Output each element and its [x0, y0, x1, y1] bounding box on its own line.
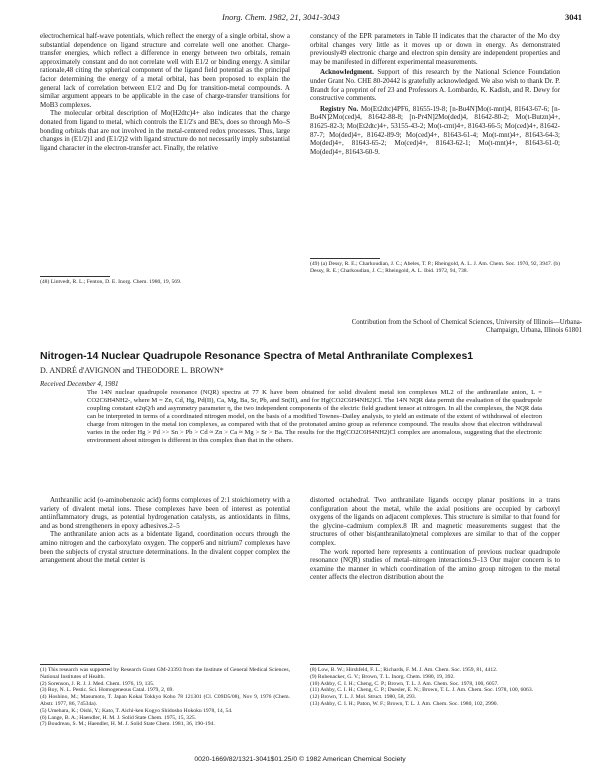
footnote-rule	[40, 664, 110, 665]
footnote: (7) Boudreau, S. M.; Haendler, H. M. J. Solid State Chem. 1981, 36, 190-194.	[40, 721, 215, 728]
paragraph: constancy of the EPR parameters in Table II indicates that the character of the Mo dxy orbital changes very little as it moves up or down in energy. As demonstrated previously49 electronic charge and electron spin density are independent properties and may be manifested in different experimental measurements.	[310, 32, 560, 66]
footnote-rule	[310, 258, 380, 259]
registry	[310, 105, 560, 157]
article-title: Nitrogen-14 Nuclear Quadrupole Resonance Spectra of Metal Anthranilate Complexes1	[40, 350, 474, 362]
registry-text: Mo(Et2dtc)4PF6, 81655-19-8; [n-Bu4N]Mo(t-mnt)4, 81643-67-6; [n-Bu4N]2Mo(ced)4, 81642-88-8; [n-Pr4N]2Mo(ded)4, 81642-80-2; Mo(t-Butzn)4+, 81625-82-3; Mo(Et2dtc)4+, 53155-43-2; Mo(t-cmt)4+, 81643-66-5; Mo(ced)4+, 81642-87-7; Mo(ded)4+, 81642-89-9; Mo(ced)4+, 81643-61-4; Mo(t-mnt)4+, 81643-64-3; Mo(ded)4+, 81643-65-2; Mo(ced)4+, 81643-62-1; Mo(t-mnt)4+, 81643-61-0; Mo(ded)4+, 81643-60-9.	[310, 104, 561, 156]
left-top-column	[40, 32, 290, 152]
right-top-footnotes	[310, 261, 560, 275]
footnote: (2) Sorenson, J. R. J. J. Med. Chem. 1976, 19, 135.	[40, 680, 155, 687]
footnote: (3) Roy, N. L. Pestic. Sci. Homogeneous Catal. 1979, 2, 69.	[40, 687, 174, 694]
right-bottom-column	[310, 496, 560, 582]
page-footer: 0020-1669/82/1321-3041$01.25/0 © 1982 American Chemical Society	[194, 756, 406, 763]
right-top-column	[310, 32, 560, 156]
registry-label: Registry No.	[320, 104, 359, 113]
left-top-footnotes	[40, 279, 290, 286]
footnote: (48) Lintvedt, R. L.; Fenton, D. E. Inorg. Chem. 1980, 19, 569.	[40, 279, 182, 285]
paragraph: Anthranilic acid (o-aminobenzoic acid) forms complexes of 2:1 stoichiometry with a variety of divalent metal ions. These complexes have been of interest as potential antiinflammatory drugs, as potential hydrogenation catalysts, as antioxidants in films, and as bond strengtheners in epoxy adhesives.2–5	[40, 496, 290, 530]
footnote: (10) Ashby, C. I. H.; Cheng, C. P.; Brown, T. L. J. Am. Chem. Soc. 1978, 100, 6057.	[310, 680, 499, 687]
paragraph: distorted octahedral. Two anthranilate ligands occupy planar positions in a trans configuration about the metal, while the axial positions are occupied by carboxyl oxygens of the ligands on adjacent complexes. This structure is similar to that found for the glycine–cadmium complex.8 IR and magnetic measurements suggest that the structures of other bis(anthranilato)metal complexes are similar to that of the copper complex.	[310, 496, 560, 547]
contribution-line: Contribution from the School of Chemical Sciences, University of Illinois—Urbana-Champaign, Urbana, Illinois 61801	[351, 319, 582, 335]
footnote: (13) Ashby, C. I. H.; Paton, W. F.; Brown, T. L. J. Am. Chem. Soc. 1980, 102, 2990.	[310, 700, 498, 707]
received-date: Received December 4, 1981	[40, 380, 119, 388]
left-bottom-footnotes	[40, 667, 290, 728]
footnote-rule	[310, 664, 380, 665]
footnote: (5) Umehara, K.; Oishi, Y.; Kato, T. Aichi-ken Kogyo Shidosho Hokoku 1978, 14, 54.	[40, 707, 233, 714]
footnote: (11) Ashby, C. I. H.; Cheng, C. P.; Duesler, E. N.; Brown, T. L. J. Am. Chem. Soc. 1978, 100, 6063.	[310, 687, 534, 694]
footnote: (9) Rubenacker, G. V.; Brown, T. L. Inorg. Chem. 1980, 19, 392.	[310, 673, 455, 680]
footnote: (49) (a) Dessy, R. E.; Charkoudian, J. C.; Abeles, T. P.; Rheingold, A. L. J. Am. Chem. Soc. 1970, 92, 3947. (b) Dessy, R. E.; Charkoudian, J. C.; Rheingold, A. L. Ibid. 1972, 94, 738.	[310, 261, 560, 274]
journal-header: Inorg. Chem. 1982, 21, 3041-3043	[222, 12, 340, 22]
page-number: 3041	[565, 12, 582, 22]
paragraph: The anthranilate anion acts as a bidentate ligand, coordination occurs through the amino nitrogen and the carboxylato oxygen. The copper6 and nitrium7 complexes have been the subjects of crystal structure determinations. In the divalent copper complex the arrangement about the metal center is	[40, 530, 290, 565]
ack-text: Support of this research by the National Science Foundation under Grant No. CHE 80-20442 is gratefully acknowledged. We also wish to thank Dr. P. Brandt for a preprint of ref 23 and Professors A. Lombardo, K. Kadish, and R. Dewy for constructive comments.	[310, 68, 561, 103]
abstract: The 14N nuclear quadrupole resonance (NQR) spectra at 77 K have been obtained for solid divalent metal ion complexes ML2 of the anthranilate anion, L = CO2C6H4NH2-, where M = Zn, Cd, Hg, Pd(II), Ca, Mg, Ba, Sr, Pb, and Sn(II), and for Hg(CO2C6H4NH2)Cl. The 14N NQR data permit the evaluation of the quadrupole coupling constant e2qQ/h and asymmetry parameter η, the two independent components of the electric field gradient tensor at nitrogen. In all the complexes, the NQR data can be interpreted in terms of a coordinated nitrogen model, on the basis of a modified Townes–Dailey analysis, to yield an estimate of the extent of withdrawal of electron charge from nitrogen in the metal ion complexes, as compared with that of the protonated amino group as reference compound. The results show that electron withdrawal varies in the order Hg > Pd >> Sn > Pb > Cd ≈ Zn > Ca ≈ Mg > Sr > Ba. The results for the Hg(CO2C6H4NH2)Cl complex are anomalous, suggesting that the electronic environment about nitrogen is different in this complex than that in the others.	[87, 389, 542, 444]
paragraph: The molecular orbital description of Mo(H2dtc)4+ also indicates that the charge donated from ligand to metal, which controls the E1/2's and BE's, does so through Mo–S bonding orbitals that are not involved in the metal-centered redox processes. Thus, large changes in (E1/2)1 and (E1/2)2 with ligand structure do not necessarily imply substantial ligand character in the electron-transfer act. Finally, the relative	[40, 109, 290, 152]
right-bottom-footnotes	[310, 667, 560, 708]
footnote: (8) Low, B. W.; Hirshfeld, F. L.; Richards, F. M. J. Am. Chem. Soc. 1959, 81, 4412.	[310, 667, 498, 673]
footnote: (12) Brown, T. L. J. Mol. Struct. 1980, 58, 293.	[310, 694, 417, 701]
acknowledgment	[310, 68, 560, 102]
footnote: (6) Lange, B. A.; Haendler, H. M. J. Solid State Chem. 1975, 15, 325.	[40, 714, 197, 721]
footnote: (1) This research was supported by Research Grant GM-23393 from the Institute of General Medical Sciences, National Institutes of Health.	[40, 667, 290, 680]
paragraph: electrochemical half-wave potentials, which reflect the energy of a single orbital, show a substantial dependence on ligand structure and correlate well one another. Charge-transfer energies, which reflect a difference in energy between two orbitals, remain approximately constant and do not correlate well with E1/2 or binding energy. A similar rationale,48 citing the spherical component of the ligand field potential as the principal factor determining the energy of a metal orbital, has been proposed to explain the general lack of correlation between E1/2 and Dq for transition-metal compounds. A similar argument appears to be applicable in the case of charge-transfer transitions for MoB3 complexes.	[40, 32, 290, 109]
footnote-rule	[40, 276, 110, 277]
footnote: (4) Hoshino, M.; Masumoto, T. Japan Kokai Tokkyo Koho 78 121301 (Cl. C09D5/08), Nov 9, 1976 (Chem. Abstr. 1977, 86, 74534a).	[40, 694, 290, 707]
ack-label: Acknowledgment.	[320, 68, 374, 77]
paragraph: The work reported here represents a continuation of previous nuclear quadrupole resonance (NQR) studies of metal–nitrogen interactions.9–13 Our major concern is to examine the manner in which coordination of the amino group nitrogen to the metal center affects the electron distribution about the	[310, 547, 560, 582]
authors: D. ANDRÉ d'AVIGNON and THEODORE L. BROWN*	[40, 366, 224, 375]
left-bottom-column	[40, 496, 290, 565]
